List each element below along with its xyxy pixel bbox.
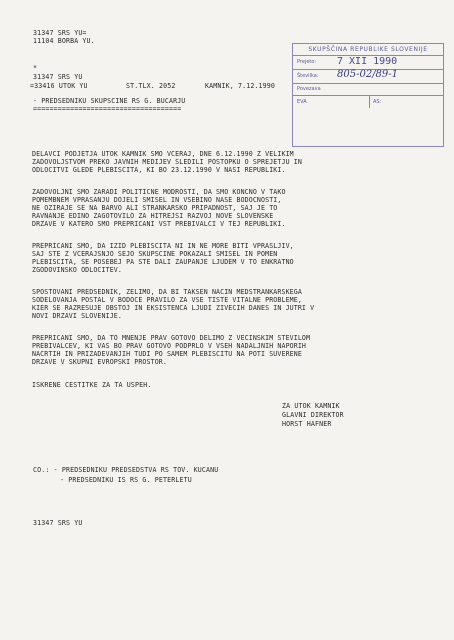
paragraph-line: ZGODOVINSKO ODLOCITEV. <box>32 266 122 275</box>
paragraph-1 <box>32 150 424 174</box>
paragraph-2 <box>32 188 424 228</box>
paragraph-line: ODLOCITVI GLEDE PLEBISCITA, KI BO 23.12.1990 V NASI REPUBLIKI. <box>32 166 286 175</box>
telex-reference: ST.TLX. 2052 <box>126 82 176 90</box>
paragraph-line: DRZAVE V SKUPNI EVROPSKI PROSTOR. <box>32 358 167 367</box>
paragraph-line: NOVI DRZAVI SLOVENIJE. <box>32 312 122 321</box>
telex-answerback-1: 31347 SRS YU= <box>33 29 87 37</box>
paragraph-line: DELAVCI PODJETJA UTOK KAMNIK SMO VCERAJ, DNE 6.12.1990 Z VELIKIM <box>32 150 294 158</box>
addressee-line: - PREDSEDNIKU SKUPSCINE RS G. BUCARJU <box>33 97 186 105</box>
paragraph-line: ZADOVOLJSTVOM PREKO JAVNIH MEDIJEV SLEDILI POSTOPKU O SPREJETJU IN <box>32 158 302 167</box>
paragraph-line: ZADOVOLJNI SMO ZARADI POLITICNE MODROSTI, DA SMO KONCNO V TAKO <box>32 188 286 196</box>
stamp-number-value: 805-02/89-1 <box>337 69 399 80</box>
paragraph-3 <box>32 242 424 274</box>
stamp-as-label: AS: <box>373 99 382 105</box>
telex-answerback-4: =33416 UTOK YU <box>30 82 88 90</box>
stamp-attachment-label: Povezava <box>297 86 321 92</box>
paragraph-line: KIER SE RAZRESUJE OBSTOJ IN EKSISTENCA LJUDI ZIVECIH DANES IN JUTRI V <box>32 304 315 313</box>
paragraph-line: PREPRICANI SMO, DA IZID PLEBISCITA NI IN NE MORE BITI VPRASLJIV, <box>32 242 294 250</box>
telex-answerback-3: 31347 SRS YU <box>33 73 83 81</box>
paragraph-line: SPOSTOVANI PREDSEDNIK, ZELIMO, DA BI TAKSEN NACIN MEDSTRANKARSKEGA <box>32 288 302 296</box>
stamp-eva-label: EVA <box>297 99 307 105</box>
stamp-number-label: Številka: <box>297 73 319 79</box>
stamp-received-label: Prejeto: <box>297 59 317 65</box>
paragraph-line: NACRTIH IN PRIZADEVANJIH TUDI PO SAMEM PLEBISCITU NA POTI SUVERENE <box>32 350 302 359</box>
stamp-divider <box>369 95 370 108</box>
cc-line-1: CO.: - PREDSEDNIKU PREDSEDSTVA RS TOV. KUCANU <box>33 466 219 474</box>
reception-stamp <box>292 43 444 147</box>
paragraph-line: PREBIVALCEV, KI VAS BO PRAV GOTOVO PODPRLO V VSEH NADALJNIH NAPORIH <box>32 342 307 351</box>
signature-title: GLAVNI DIREKTOR <box>282 411 344 419</box>
paragraph-line: SAJ STE Z VCERAJSNJO SEJO SKUPSCINE POKAZALI SMISEL IN POMEN <box>32 250 278 259</box>
paragraph-line: SODELOVANJA POSTAL V BODOCE PRAVILO ZA VSE TISTE VITALNE PROBLEME, <box>32 296 302 305</box>
paragraph-line: POMEMBNEM VPRASANJU DOJELI SMISEL IN VSEBINO NASE BODOCNOSTI, <box>32 196 282 205</box>
paragraph-line: RAVNANJE EDINO ZAGOTOVILO ZA HITREJSI RAZVOJ NOVE SLOVENSKE <box>32 212 274 221</box>
stamp-title: SKUPŠČINA REPUBLIKE SLOVENIJE <box>293 44 443 56</box>
paragraph-line: DRZAVE V KATERO SMO PREPRICANI VST PREBIVALCI V TEJ REPUBLIKI. <box>32 220 286 229</box>
cc-line-2: - PREDSEDNIKU IS RS G. PETERLETU <box>60 476 192 484</box>
telex-place-date: KAMNIK, 7.12.1990 <box>205 82 276 90</box>
separator-line: ==================================== <box>33 105 182 113</box>
closing-line: ISKRENE CESTITKE ZA TA USPEH. <box>32 381 152 389</box>
paragraph-5 <box>32 334 424 366</box>
stamp-row-eva <box>293 95 443 108</box>
stamp-received-value: 7 XII 1990 <box>337 56 398 67</box>
stamp-row-number <box>293 69 443 84</box>
paragraph-4 <box>32 288 424 320</box>
signature-company: ZA UTOK KAMNIK <box>282 402 340 410</box>
signature-name: HORST HAFNER <box>282 420 332 428</box>
paragraph-line: NE OZIRAJE SE NA BARVO ALI STRANKARSKO PRIPADNOST, SAJ JE TO <box>32 204 278 213</box>
paragraph-line: PREPRICANI SMO, DA TO MNENJE PRAV GOTOVO DELIMO Z VECINSKIM STEVILOM <box>32 334 311 342</box>
paragraph-line: PLEBISCITA, SE POSEBEJ PA STE DALI ZAUPANJE LJUDEM V TO ENKRATNO <box>32 258 294 267</box>
stamp-row-received <box>293 55 443 70</box>
telex-answerback-2: 11104 BORBA YU. <box>33 37 95 45</box>
footer-answerback: 31347 SRS YU <box>33 519 83 527</box>
telex-marker: * <box>33 64 38 72</box>
